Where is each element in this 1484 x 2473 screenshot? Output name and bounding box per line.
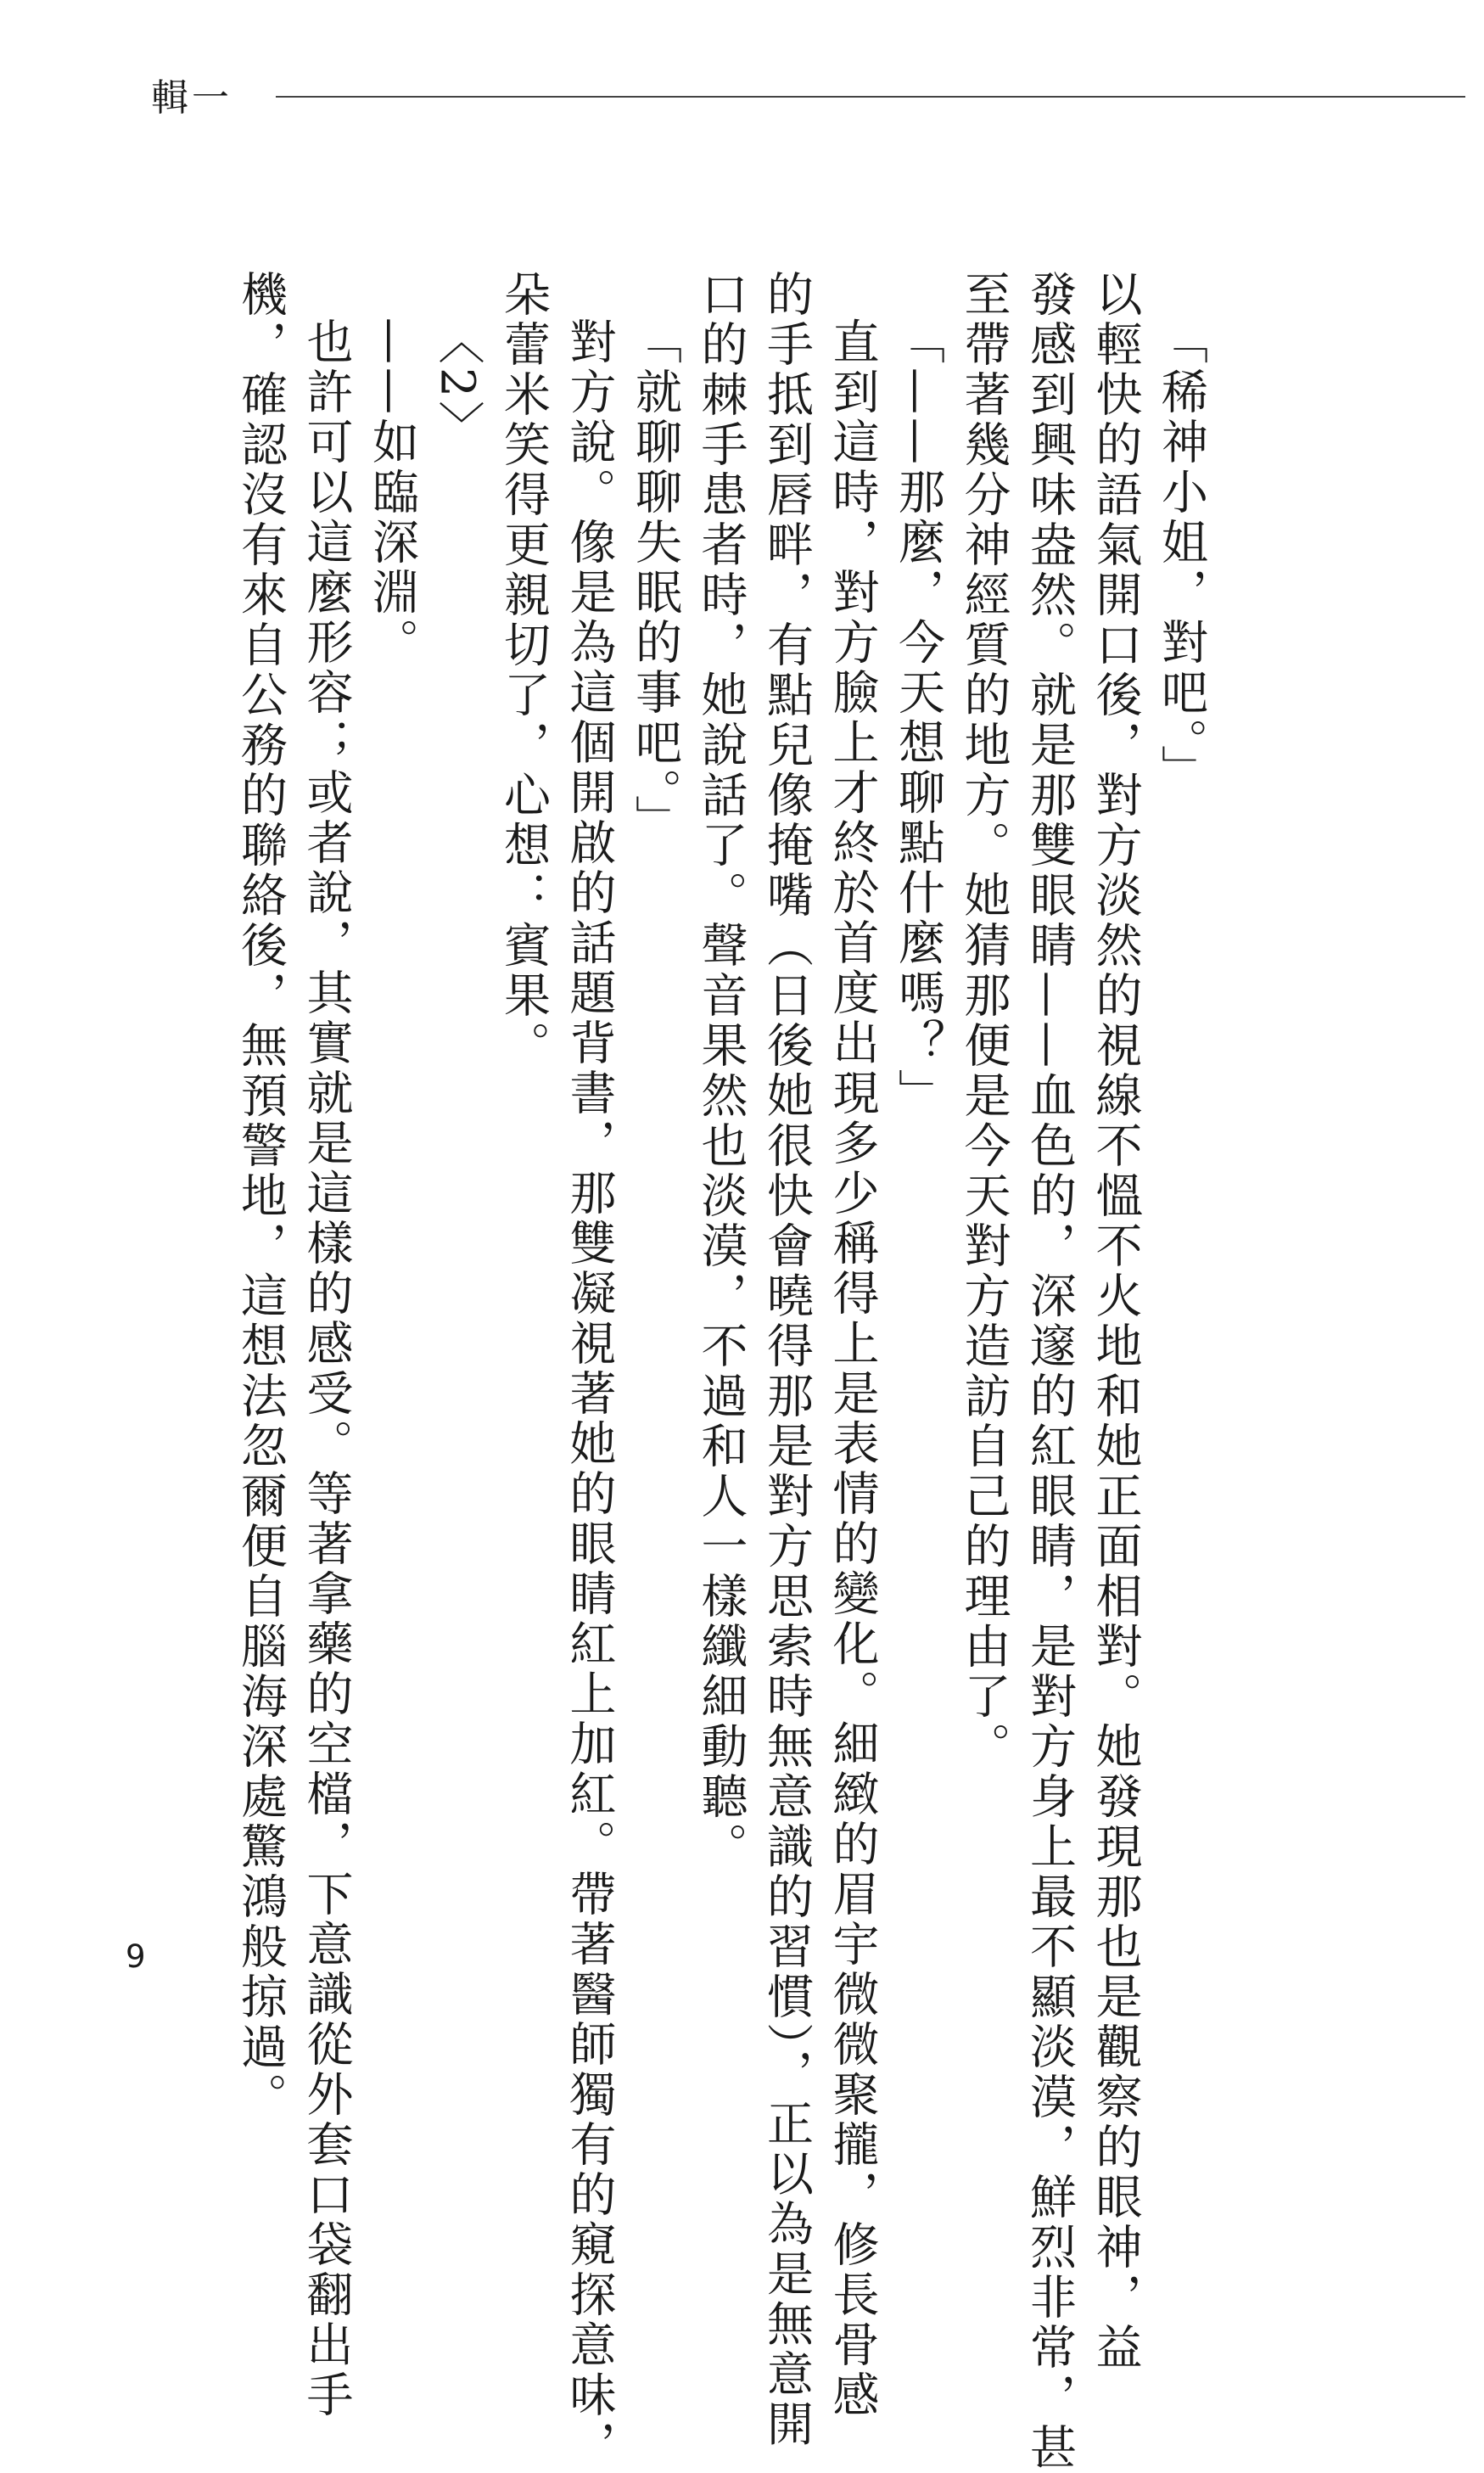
paragraph-column: ——如臨深淵。 (365, 317, 419, 668)
paragraph-column: 「——那麼，今天想聊點什麼嗎？」 (891, 317, 945, 1119)
paragraph-column: 朵蕾米笑得更親切了，心想：賓果。 (496, 270, 551, 1071)
section-title: 輯一 (151, 76, 232, 120)
header-rule (276, 96, 1465, 98)
paragraph-column: 以輕快的語氣開口後，對方淡然的視線不慍不火地和她正面相對。她發現那也是觀察的眼神，益 (1088, 270, 1143, 2373)
paragraph-column: 發感到興味盎然。就是那雙眼睛——血色的，深邃的紅眼睛，是對方身上最不顯淡漠，鮮烈非常，甚 (1022, 270, 1077, 2473)
paragraph-column: 的手抵到唇畔，有點兒像掩嘴（日後她很快會曉得那是對方思索時無意識的習慣），正以為是無意開 (759, 270, 814, 2450)
paragraph-column: 機，確認沒有來自公務的聯絡後，無預警地，這想法忽爾便自腦海深處驚鴻般掠過。 (233, 270, 288, 2123)
paragraph-column: 至帶著幾分神經質的地方。她猜那便是今天對方造訪自己的理由了。 (956, 270, 1011, 1772)
paragraph-column: 「就聊聊失眠的事吧。」 (628, 317, 682, 845)
paragraph-column: 也許可以這麼形容；或者說，其實就是這樣的感受。等著拿藥的空檔，下意識從外套口袋翻出手 (299, 317, 354, 2420)
body-text (127, 270, 1213, 2473)
section-heading: 〈2〉 (430, 317, 485, 451)
paragraph-column: 對方說。像是為這個開啟的話題背書，那雙凝視著她的眼睛紅上加紅。帶著醫師獨有的窺探意味， (562, 317, 617, 2470)
page-number: 9 (126, 1938, 146, 1975)
paragraph-column: 「稀神小姐，對吧。」 (1154, 317, 1208, 795)
paragraph-column: 口的棘手患者時，她說話了。聲音果然也淡漠，不過和人一樣纖細動聽。 (693, 270, 748, 1872)
paragraph-column: 直到這時，對方臉上才終於首度出現多少稱得上是表情的變化。細緻的眉宇微微聚攏，修長骨感 (825, 317, 880, 2420)
